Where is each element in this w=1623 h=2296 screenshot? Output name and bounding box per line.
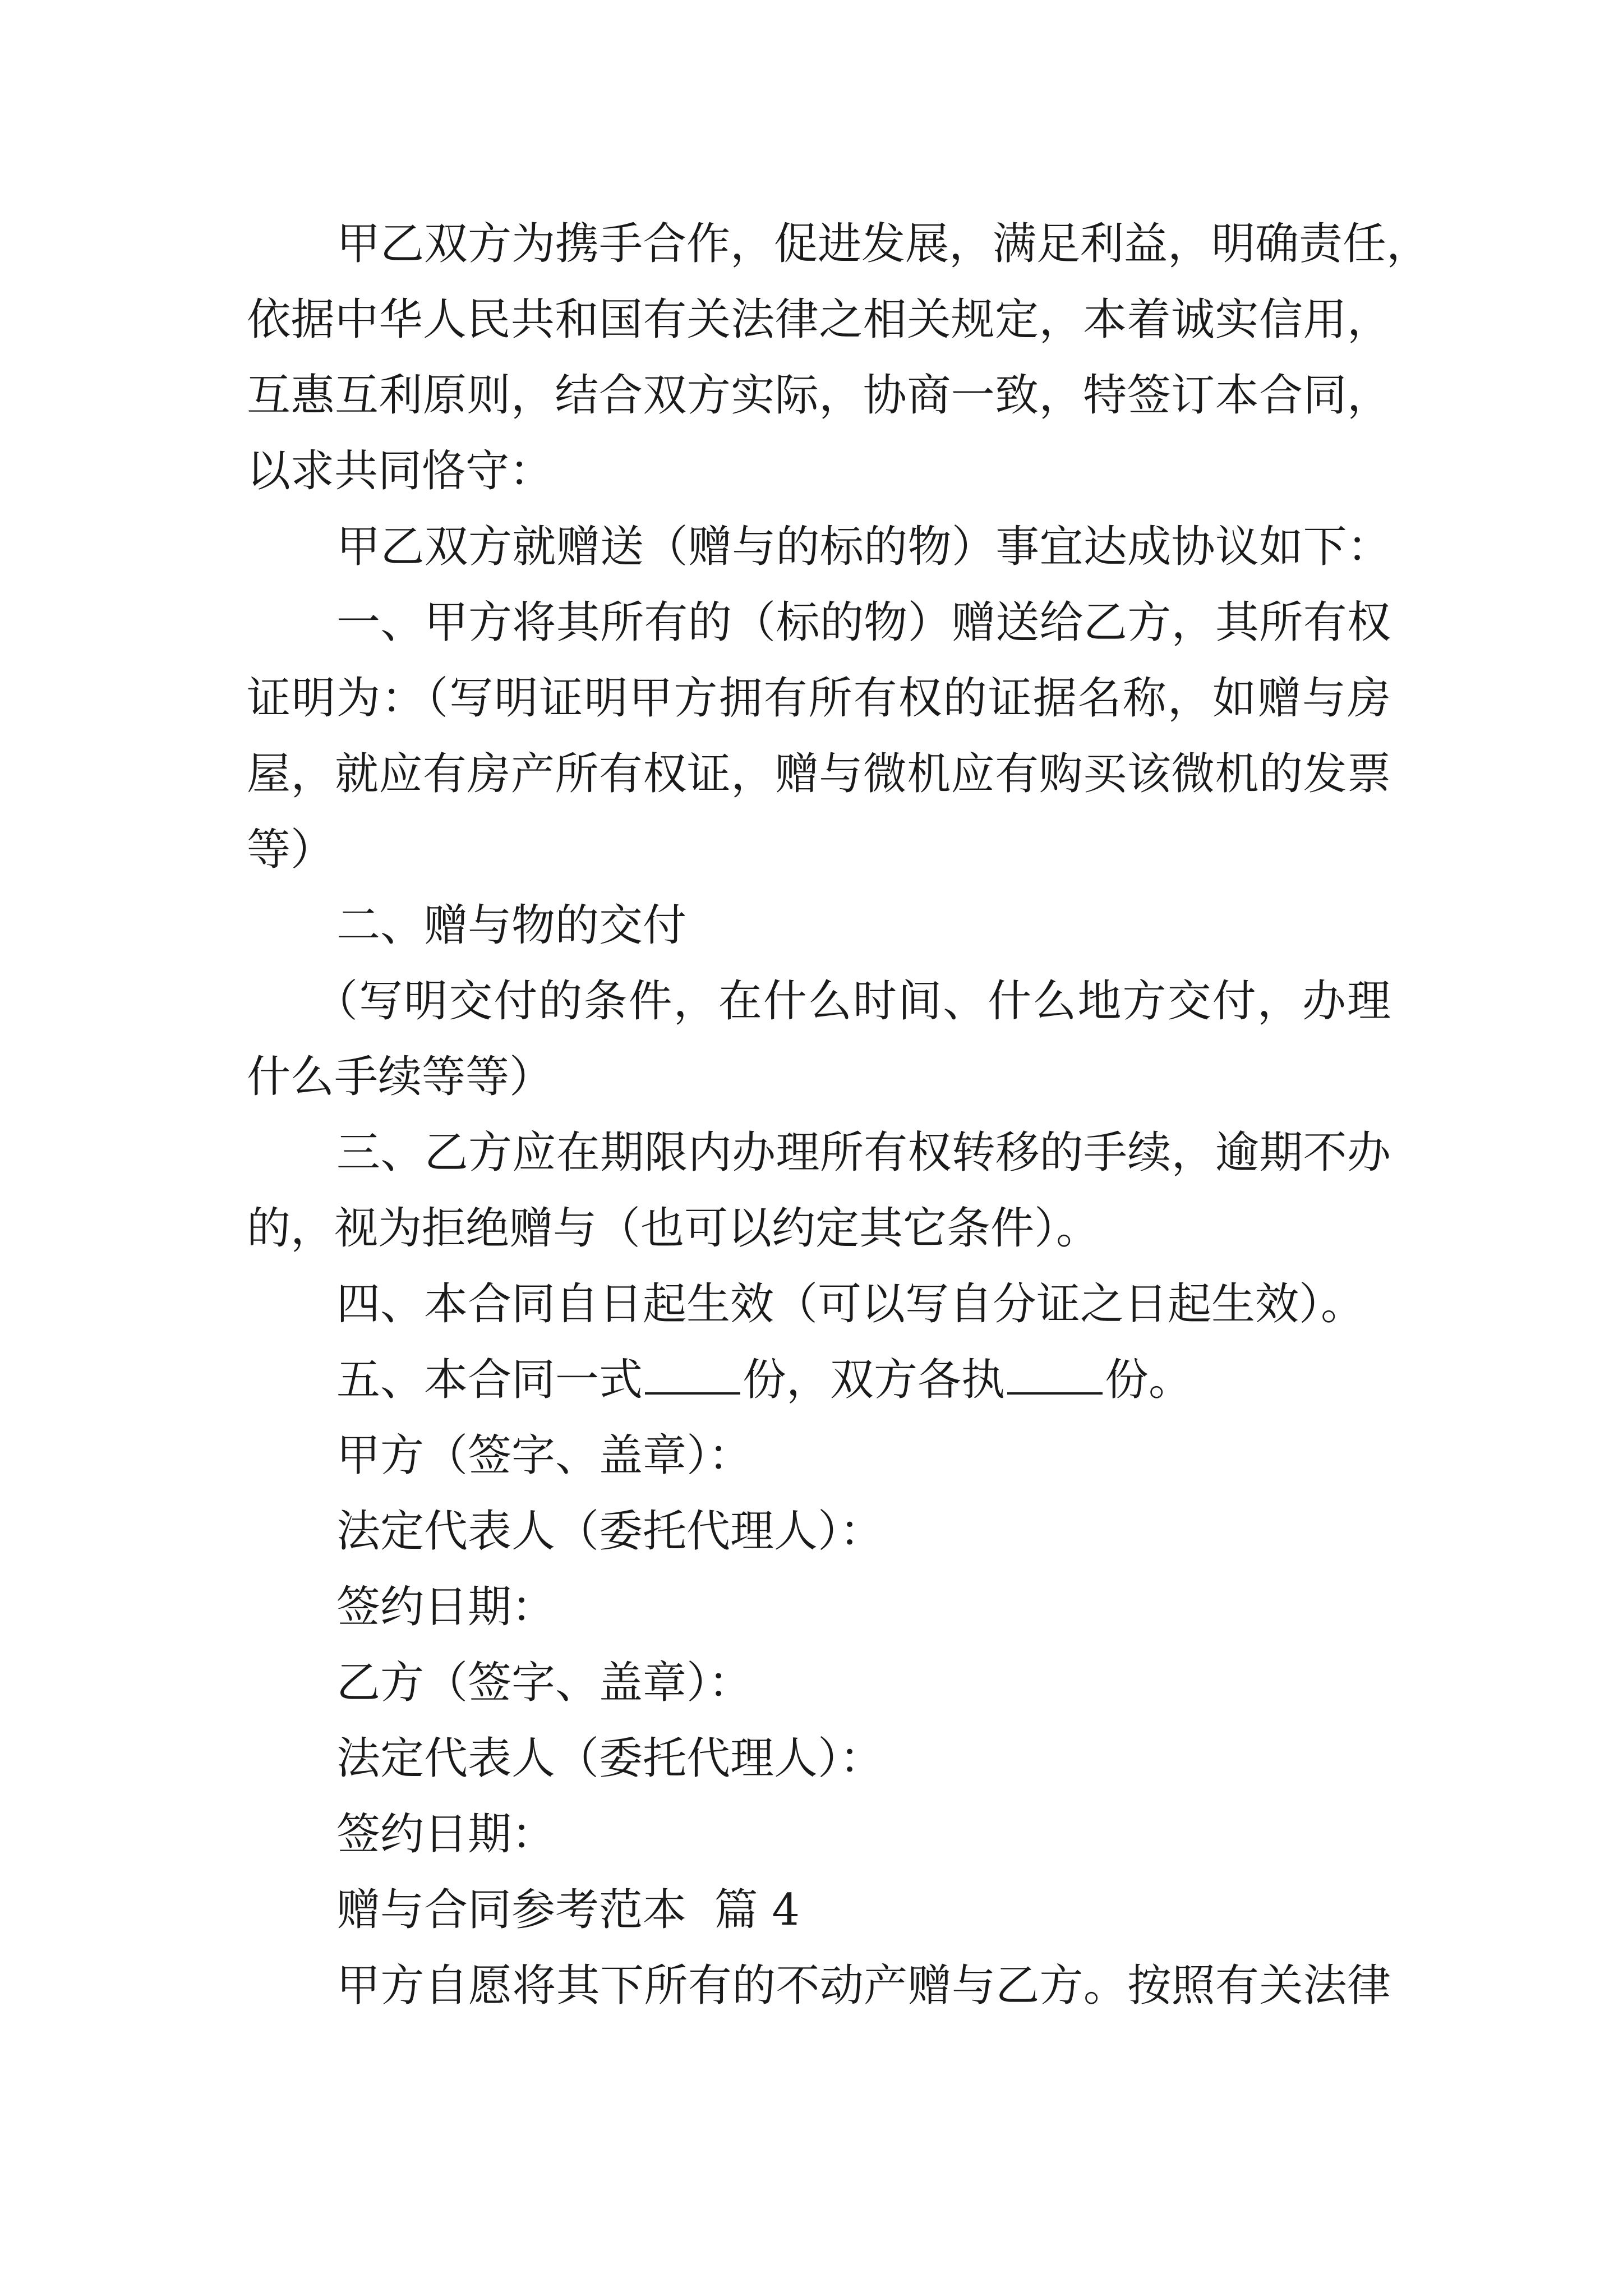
paragraph-4: 二、赠与物的交付 [336, 900, 687, 951]
paragraph-1-line-3: 互惠互利原则，结合双方实际，协商一致，特签订本合同， [247, 370, 1391, 421]
paragraph-1-line-4: 以求共同恪守： [247, 446, 554, 496]
party-b-representative-label: 法定代表人（委托代理人）： [336, 1733, 884, 1784]
paragraph-6-line-2: 的，视为拒绝赠与（也可以约定其它条件）。 [247, 1203, 1100, 1254]
copies-each-blank[interactable] [1007, 1358, 1103, 1395]
paragraph-3-line-3: 屋，就应有房产所有权证，赠与微机应有购买该微机的发票 [247, 749, 1391, 799]
paragraph-8-part-1: 五、本合同一式 [336, 1355, 643, 1405]
paragraph-1-line-2: 依据中华人民共和国有关法律之相关规定，本着诚实信用， [247, 295, 1391, 345]
party-a-signature-label: 甲方（签字、盖章）： [336, 1430, 753, 1481]
paragraph-3-line-4: 等） [247, 825, 335, 875]
party-a-date-label: 签约日期： [336, 1582, 556, 1632]
paragraph-8-part-2: 份，双方各执 [743, 1355, 1006, 1405]
paragraph-9: 甲方自愿将其下所有的不动产赠与乙方。按照有关法律 [336, 1961, 1391, 2011]
copies-total-blank[interactable] [645, 1358, 740, 1395]
paragraph-3-line-2: 证明为：（写明证明甲方拥有所有权的证据名称，如赠与房 [247, 673, 1391, 724]
paragraph-1-line-1: 甲乙双方为携手合作，促进发展，满足利益，明确责任， [336, 219, 1431, 269]
paragraph-7: 四、本合同自日起生效（可以写自分证之日起生效）。 [336, 1279, 1365, 1329]
paragraph-3-line-1: 一、甲方将其所有的（标的物）赠送给乙方，其所有权 [336, 597, 1391, 648]
party-a-representative-label: 法定代表人（委托代理人）： [336, 1506, 884, 1557]
paragraph-5-line-2: 什么手续等等） [247, 1052, 554, 1102]
party-b-signature-label: 乙方（签字、盖章）： [336, 1658, 753, 1708]
paragraph-2: 甲乙双方就赠送（赠与的标的物）事宜达成协议如下： [336, 522, 1391, 572]
section-title: 赠与合同参考范本 篇 4 [336, 1885, 800, 1935]
paragraph-8 [247, 1352, 1192, 1408]
party-b-date-label: 签约日期： [336, 1809, 556, 1860]
paragraph-8-part-3: 份。 [1105, 1355, 1193, 1405]
paragraph-5-line-1: （写明交付的条件，在什么时间、什么地方交付，办理 [314, 976, 1391, 1027]
paragraph-6-line-1: 三、乙方应在期限内办理所有权转移的手续，逾期不办 [336, 1128, 1391, 1178]
